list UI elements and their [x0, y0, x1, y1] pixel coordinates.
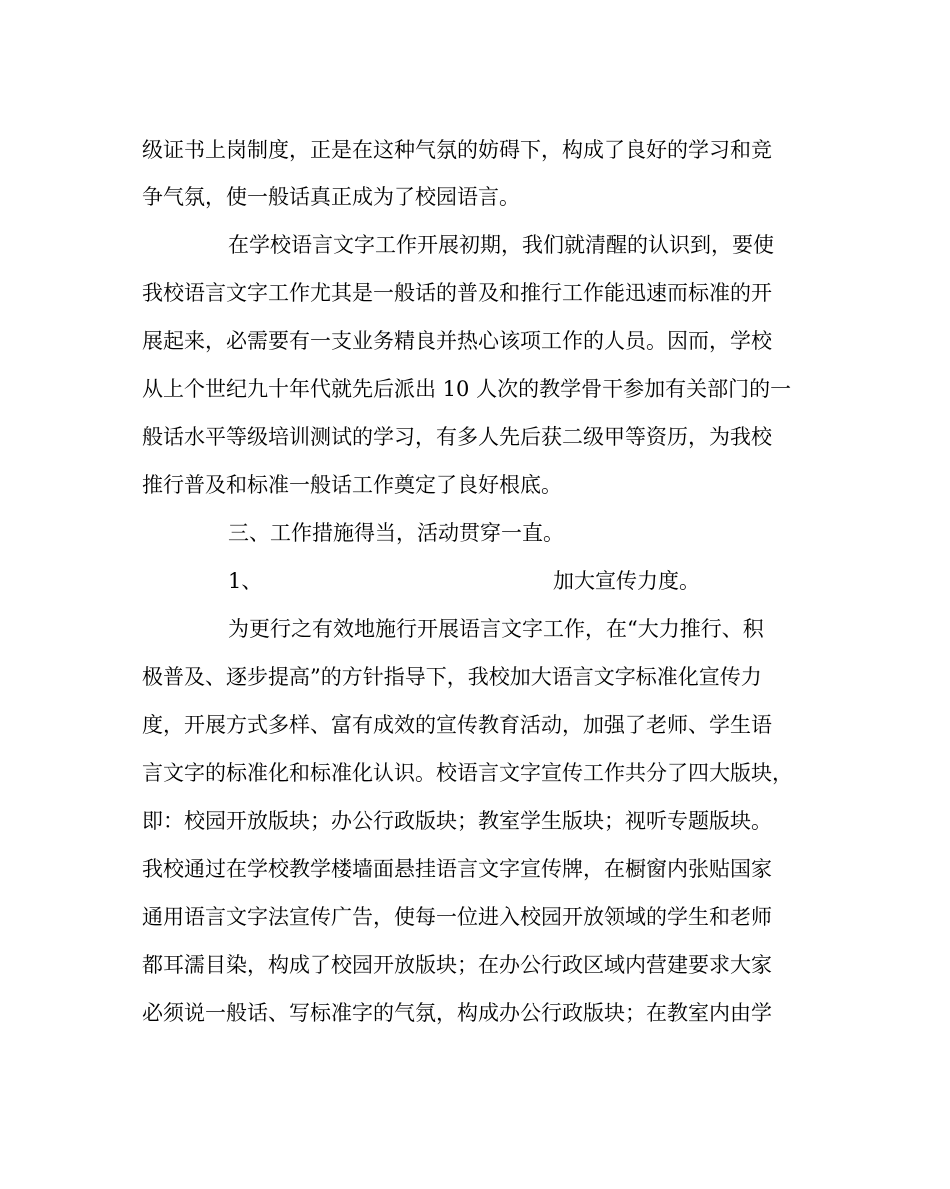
paragraph-line: 我校通过在学校教学楼墙面悬挂语言文字宣传牌，在橱窗内张贴国家: [142, 857, 772, 881]
list-number: 1、: [228, 569, 263, 593]
paragraph-line: 般话水平等级培训测试的学习，有多人先后获二级甲等资历，为我校: [142, 425, 772, 449]
paragraph-line: 展起来，必需要有一支业务精良并热心该项工作的人员。因而，学校: [142, 329, 772, 353]
paragraph-line: 我校语言文字工作尤其是一般话的普及和推行工作能迅速而标准的开: [142, 281, 772, 305]
paragraph-line: 通用语言文字法宣传广告，使每一位进入校园开放领域的学生和老师: [142, 905, 772, 929]
paragraph-line: 极普及、逐步提高”的方针指导下，我校加大语言文字标准化宣传力: [142, 665, 762, 689]
section-heading: 三、工作措施得当，活动贯穿一直。: [228, 521, 564, 545]
paragraph-line: 都耳濡目染，构成了校园开放版块；在办公行政区域内营建要求大家: [142, 953, 772, 977]
paragraph-line: 级证书上岗制度，正是在这种气氛的妨碍下，构成了良好的学习和竞: [142, 138, 772, 162]
paragraph-line: 言文字的标准化和标准化认识。校语言文字宣传工作共分了四大版块，: [142, 761, 793, 785]
paragraph-line: 为更行之有效地施行开展语言文字工作，在“大力推行、积: [228, 617, 764, 641]
paragraph-line: 在学校语言文字工作开展初期，我们就清醒的认识到，要使: [228, 233, 774, 257]
paragraph-line: 推行普及和标准一般话工作奠定了良好根底。: [142, 473, 562, 497]
paragraph-line: 度，开展方式多样、富有成效的宣传教育活动，加强了老师、学生语: [142, 713, 772, 737]
paragraph-line: 争气氛，使一般话真正成为了校园语言。: [142, 185, 520, 209]
paragraph-line: 从上个世纪九十年代就先后派出 10 人次的教学骨干参加有关部门的一: [142, 377, 792, 401]
paragraph-line: 即：校园开放版块；办公行政版块；教室学生版块；视听专题版块。: [142, 809, 772, 833]
paragraph-line: 必须说一般话、写标准字的气氛，构成办公行政版块；在教室内由学: [142, 1001, 772, 1025]
subsection-heading: 加大宣传力度。: [553, 569, 700, 593]
